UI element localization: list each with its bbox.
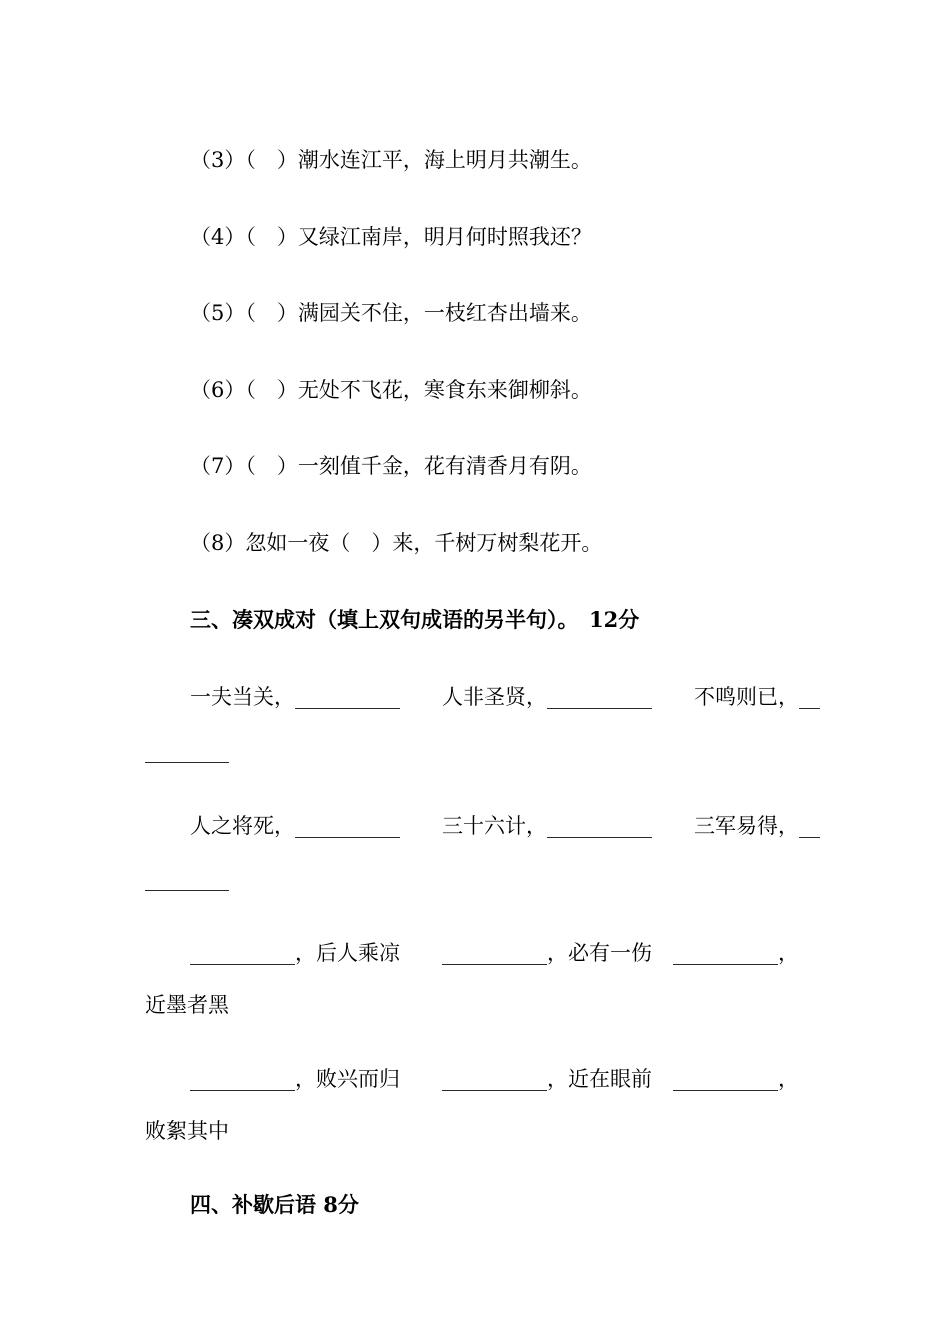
idiom-row-3-wrap: 近墨者黑: [145, 993, 229, 1017]
poem-item-7: （7）（ ）一刻值千金，花有清香月有阴。: [190, 454, 592, 478]
poem-item-5: （5）（ ）满园关不住，一枝红杏出墙来。: [190, 301, 592, 325]
idiom-row-2: 人之将死，__________ 三十六计，__________ 三军易得，__: [190, 814, 820, 838]
section4-heading: 四、补歇后语 8分: [190, 1192, 359, 1217]
poem-item-8: （8）忽如一夜（ ）来，千树万树梨花开。: [190, 531, 603, 555]
poem-item-3: （3）（ ）潮水连江平，海上明月共潮生。: [190, 148, 592, 172]
idiom-row-1-wrap: ________: [145, 739, 229, 763]
idiom-row-4: __________，败兴而归 __________，近在眼前 __________，: [190, 1067, 799, 1091]
idiom-row-2-wrap: ________: [145, 867, 229, 891]
section3-heading: 三、凑双成对（填上双句成语的另半句）。 12分: [190, 607, 640, 632]
idiom-row-3: __________，后人乘凉 __________，必有一伤 __________，: [190, 941, 799, 965]
poem-item-6: （6）（ ）无处不飞花，寒食东来御柳斜。: [190, 378, 592, 402]
idiom-row-1: 一夫当关，__________ 人非圣贤，__________ 不鸣则已，__: [190, 685, 820, 709]
poem-item-4: （4）（ ）又绿江南岸，明月何时照我还？: [190, 225, 592, 249]
idiom-row-4-wrap: 败絮其中: [145, 1119, 229, 1143]
